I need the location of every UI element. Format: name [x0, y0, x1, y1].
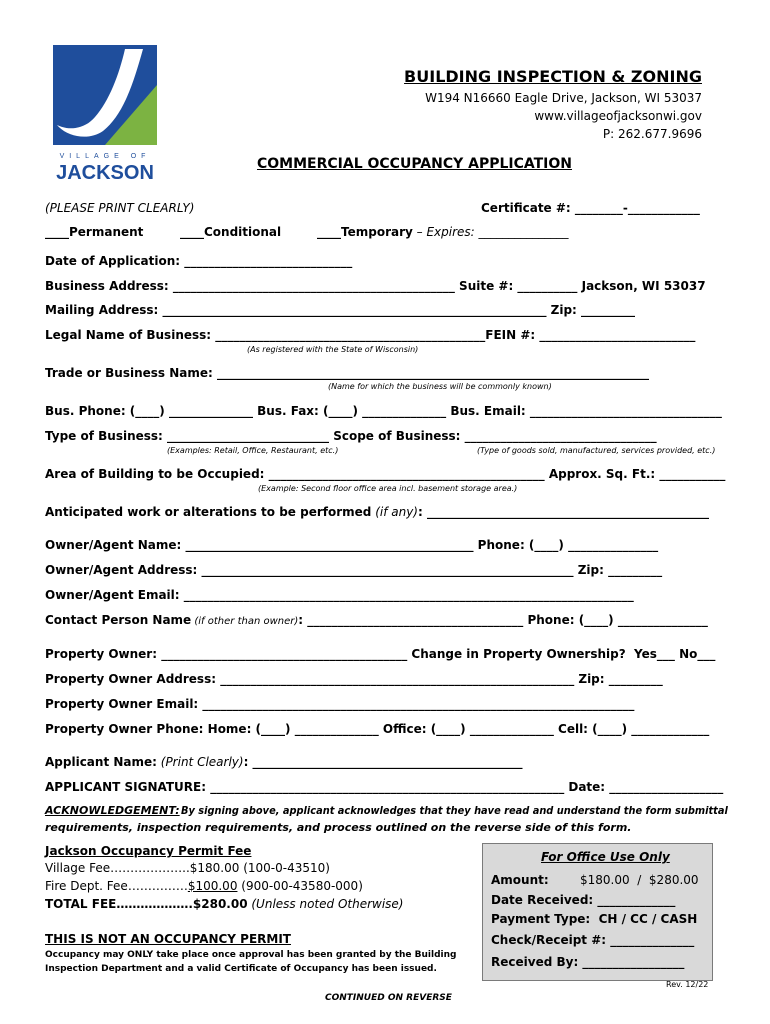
fee-title: Jackson Occupancy Permit Fee: [45, 844, 252, 858]
fire-fee-code: (900-00-43580-000): [237, 879, 363, 893]
owner-agent-address-field[interactable]: Owner/Agent Address: ______________________________________________________________ Zip: _________: [45, 563, 663, 577]
contact-hint: (if other than owner): [191, 616, 299, 627]
anticipated-work-field[interactable]: [45, 505, 709, 519]
trade-name-hint: (Name for which the business will be commonly known): [328, 382, 552, 391]
department-website[interactable]: www.villageofjacksonwi.gov: [534, 109, 702, 123]
anticipated-line: : _______________________________________________: [418, 505, 709, 519]
property-owner-email-field[interactable]: Property Owner Email: ________________________________________________________________________: [45, 697, 635, 711]
acknowledgement-text-2: requirements, inspection requirements, and process outlined on the reverse side of this form.: [45, 821, 632, 834]
contact-person-field[interactable]: [45, 613, 708, 627]
contact-label: Contact Person Name: [45, 613, 192, 627]
business-phone-fax-email-field[interactable]: Bus. Phone: (____) ______________ Bus. Fax: (____) ______________ Bus. Email: ________________________________: [45, 404, 722, 418]
owner-agent-email-field[interactable]: Owner/Agent Email: ___________________________________________________________________________: [45, 588, 634, 602]
temporary-option[interactable]: [317, 225, 569, 239]
type-business-hint: (Examples: Retail, Office, Restaurant, etc.): [167, 446, 339, 455]
fire-fee-amount: $100.00: [187, 879, 238, 893]
not-permit-title: THIS IS NOT AN OCCUPANCY PERMIT: [45, 932, 291, 946]
applicant-line: : _____________________________________________: [243, 755, 523, 769]
date-of-application-field[interactable]: Date of Application: ____________________________: [45, 254, 353, 268]
type-scope-field[interactable]: Type of Business: ___________________________ Scope of Business: ________________________________: [45, 429, 657, 443]
department-phone: P: 262.677.9696: [602, 127, 702, 141]
certificate-field[interactable]: Certificate #: ________-____________: [481, 201, 700, 215]
acknowledgement-text-1: By signing above, applicant acknowledges that they have read and understand the form submittal: [181, 804, 728, 817]
total-fee-label: TOTAL FEE……………….$280.00: [45, 897, 248, 911]
area-hint: (Example: Second floor office area incl. basement storage area.): [258, 484, 518, 493]
office-amount-label: Amount:: [491, 873, 549, 887]
fire-fee-label: Fire Dept. Fee……………: [45, 879, 188, 893]
acknowledgement-label: ACKNOWLEDGEMENT:: [45, 804, 180, 817]
legal-name-hint: (As registered with the State of Wisconsin): [247, 345, 419, 354]
office-use-title: For Office Use Only: [541, 850, 670, 864]
property-owner-field[interactable]: Property Owner: _________________________________________ Change in Property Ownership? Yes___ No___: [45, 647, 716, 661]
office-received-by[interactable]: Received By: _________________: [491, 955, 685, 969]
svg-text:VILLAGE OF: VILLAGE OF: [59, 153, 151, 160]
fire-dept-fee: [45, 879, 363, 893]
department-address: W194 N16660 Eagle Drive, Jackson, WI 53037: [425, 91, 702, 105]
permanent-option[interactable]: ____Permanent: [45, 225, 144, 239]
village-logo: [45, 45, 165, 185]
office-check-receipt[interactable]: Check/Receipt #: ______________: [491, 933, 695, 947]
continued-on-reverse: CONTINUED ON REVERSE: [325, 993, 452, 1003]
property-owner-phone-field[interactable]: Property Owner Phone: Home: (____) ______________ Office: (____) ______________ Cell: (____) _____________: [45, 722, 710, 736]
property-owner-address-field[interactable]: Property Owner Address: ___________________________________________________________ Zip: _________: [45, 672, 663, 686]
business-address-field[interactable]: Business Address: _______________________________________________ Suite #: __________ Jackson, WI 53037: [45, 279, 706, 293]
office-date-received[interactable]: Date Received: _____________: [491, 893, 676, 907]
applicant-label: Applicant Name:: [45, 755, 157, 769]
scope-business-hint: (Type of goods sold, manufactured, services provided, etc.): [477, 446, 716, 455]
anticipated-ifany: (if any): [371, 505, 418, 519]
owner-agent-name-field[interactable]: Owner/Agent Name: ________________________________________________ Phone: (____) _______________: [45, 538, 659, 552]
total-fee: [45, 897, 404, 911]
temporary-label: ____Temporary: [317, 225, 413, 239]
applicant-signature-field[interactable]: APPLICANT SIGNATURE: ___________________________________________________________ Date: ___________________: [45, 780, 724, 794]
svg-text:JACKSON: JACKSON: [56, 162, 154, 184]
village-fee: Village Fee………………..$180.00 (100-0-43510): [45, 861, 330, 875]
legal-name-field[interactable]: Legal Name of Business: _____________________________________________FEIN #: __________________________: [45, 328, 696, 342]
not-permit-text-1: Occupancy may ONLY take place once approval has been granted by the Building: [45, 950, 457, 960]
office-amount-value: $180.00 / $280.00: [580, 873, 699, 887]
contact-line: : ____________________________________ Phone: (____) _______________: [298, 613, 708, 627]
form-title: COMMERCIAL OCCUPANCY APPLICATION: [257, 156, 573, 172]
mailing-address-field[interactable]: Mailing Address: ________________________________________________________________ Zip: _________: [45, 303, 636, 317]
not-permit-text-2: Inspection Department and a valid Certificate of Occupancy has been issued.: [45, 964, 437, 974]
expires-field: – Expires: _______________: [412, 225, 569, 239]
revision-label: Rev. 12/22: [666, 980, 709, 989]
office-payment-type[interactable]: Payment Type: CH / CC / CASH: [491, 912, 698, 926]
anticipated-label: Anticipated work or alterations to be performed: [45, 505, 372, 519]
conditional-option[interactable]: ____Conditional: [180, 225, 282, 239]
trade-name-field[interactable]: Trade or Business Name: ________________________________________________________________________: [45, 366, 649, 380]
applicant-hint: (Print Clearly): [156, 755, 244, 769]
total-fee-note: (Unless noted Otherwise): [247, 897, 404, 911]
department-title: BUILDING INSPECTION & ZONING: [404, 67, 702, 86]
area-occupied-field[interactable]: Area of Building to be Occupied: ______________________________________________ Approx. Sq. Ft.: ___________: [45, 467, 726, 481]
applicant-name-field[interactable]: [45, 755, 523, 769]
print-clearly-note: (PLEASE PRINT CLEARLY): [45, 201, 195, 215]
